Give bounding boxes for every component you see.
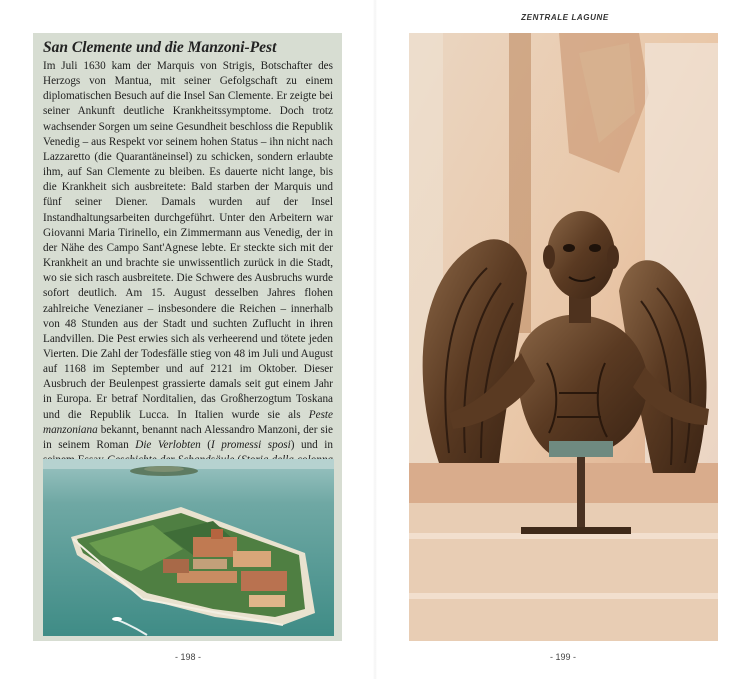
text-run: Im Juli 1630 kam der Marquis von Strigis, Botschafter des Herzogs von Mantua, mit seiner Gefolgschaft zu einem diplomatischen Besuch auf die Insel San Clemente. Er zeigte bei seiner Ankunft deutliche Krankheitssymptome. Doch trotz wachsender Sorgen um seine Gesundheit beschloss die Republik Venedig – aus Respekt vor seinem hohen Status – ihn nicht nach Lazzaretto (die Quarantäneinsel) zu schicken, sondern erlaubte ihm, auf San Clemente zu bleiben. Es dauerte nicht lange, bis die Krankheit sich ausbreitete: Bald starben der Marquis und fünf seiner Diener. Damals wurden auf der Insel Instandhaltungsarbeiten durchgeführt. Unter den Arbeitern war Giovanni Maria Tirinello, ein Zimmermann aus Venedig, der in der Nähe des Campo Sant'Agnese lebte. Er steckte sich mit der Krankheit an und brachte sie unwissentlich zurück in die Stadt, wo sie sich rasch ausbreitete. Die Schwere des Ausbruchs wurde sofort deutlich. Am 15. August desselben Jahres flohen zahlreiche Venezianer – insbesondere die Reichen – innerhalb von 48 Stunden aus der Stadt und suchten Zuflucht in ihren Landvillen. Die Pest erwies sich als verheerend und tötete jeden Vierten. Die Zahl der Todesfälle stieg von 48 im Juli und August auf 1168 im September und auf 2121 im Oktober. Dieser Ausbruch der Beulenpest grassierte damals seit gut einem Jahr in Europa. Er betraf Norditalien, das Großherzogtum Toskana und die Republik Lucca. In Italien wurde sie als bbox=[43, 60, 333, 421]
body-paragraph bbox=[43, 59, 333, 499]
aerial-photo-san-clemente bbox=[43, 459, 334, 636]
italic-title-run: Peste manzoniana bbox=[43, 408, 333, 436]
box-body-text bbox=[43, 59, 333, 499]
page-gutter bbox=[373, 0, 377, 679]
sidebar-box bbox=[33, 33, 342, 641]
text-run: ( bbox=[200, 438, 212, 451]
text-run: ) und in bbox=[290, 438, 333, 451]
box-title: San Clemente und die Manzoni-Pest bbox=[43, 39, 277, 56]
statue-photo bbox=[409, 33, 718, 641]
italic-title-run: I promessi sposi bbox=[211, 438, 291, 451]
page-number-right: - 199 - bbox=[549, 652, 576, 662]
italic-title-run: Die Verlobten bbox=[135, 438, 201, 451]
page-number-left: - 198 - bbox=[174, 652, 201, 662]
text-run: bekannt, benannt nach Alessandro Manzoni, der sie in seinem Roman bbox=[43, 423, 333, 451]
running-head: ZENTRALE LAGUNE bbox=[521, 13, 609, 22]
